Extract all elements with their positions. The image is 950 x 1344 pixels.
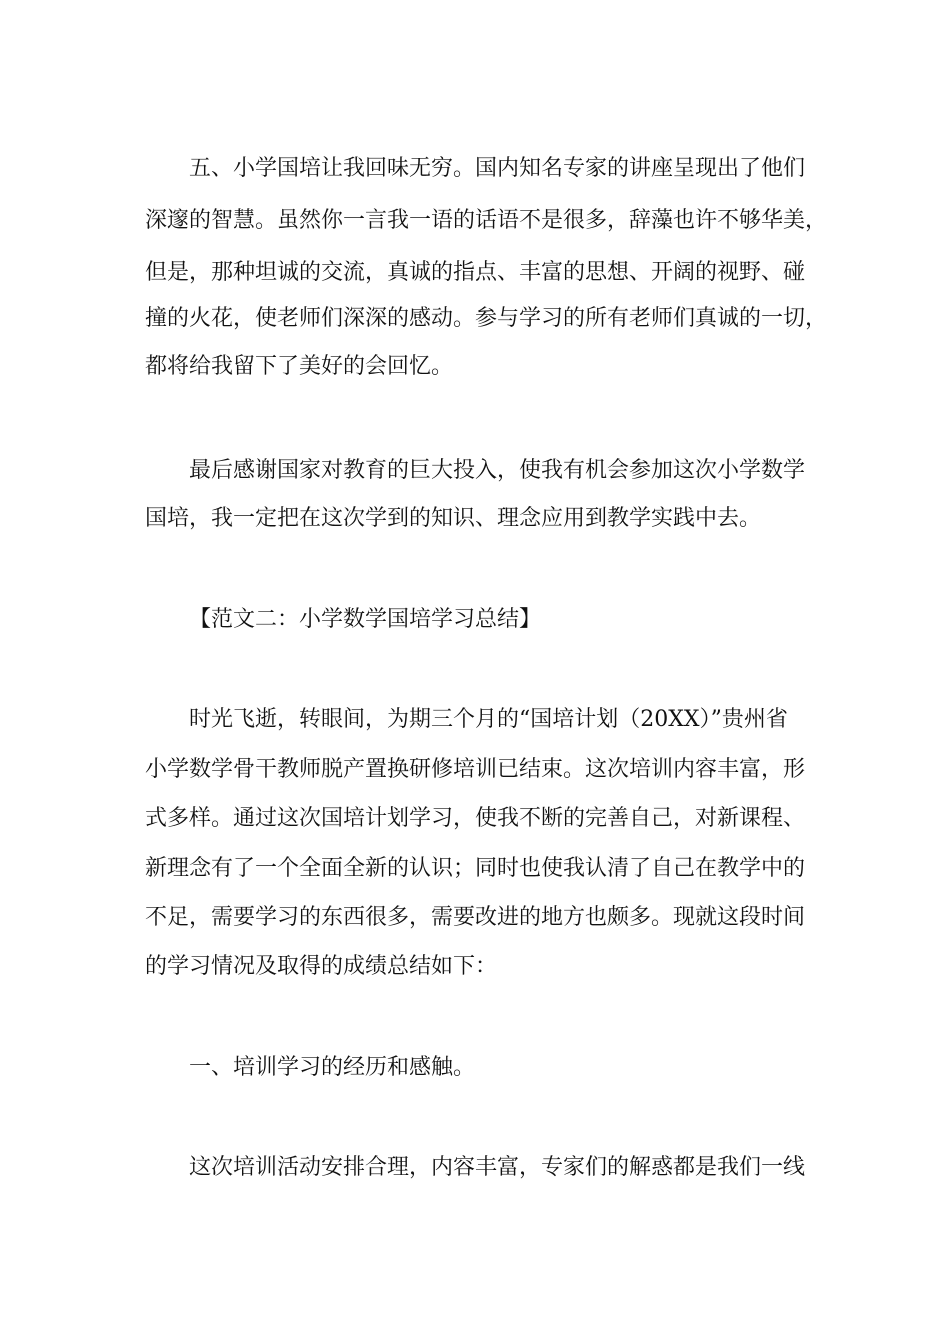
paragraph-line: 五、小学国培让我回味无穷。国内知名专家的讲座呈现出了他们 bbox=[189, 156, 806, 181]
section-heading: 一、培训学习的经历和感触。 bbox=[189, 1055, 476, 1080]
paragraph-line: 最后感谢国家对教育的巨大投入，使我有机会参加这次小学数学 bbox=[189, 458, 806, 483]
paragraph-line: 时光飞逝，转眼间，为期三个月的“国培计划（20XX）”贵州省 bbox=[189, 707, 788, 732]
paragraph-line: 都将给我留下了美好的会回忆。 bbox=[145, 354, 454, 379]
paragraph-line: 的学习情况及取得的成绩总结如下： bbox=[145, 954, 498, 979]
section-title: 【范文二：小学数学国培学习总结】 bbox=[189, 607, 542, 632]
paragraph-line: 小学数学骨干教师脱产置换研修培训已结束。这次培训内容丰富，形 bbox=[145, 757, 806, 782]
paragraph-line: 这次培训活动安排合理，内容丰富，专家们的解惑都是我们一线 bbox=[189, 1155, 806, 1180]
paragraph-line: 式多样。通过这次国培计划学习，使我不断的完善自己，对新课程、 bbox=[145, 806, 806, 831]
paragraph-line: 深邃的智慧。虽然你一言我一语的话语不是很多，辞藻也许不够华美， bbox=[145, 208, 828, 233]
paragraph-line: 不足，需要学习的东西很多，需要改进的地方也颇多。现就这段时间 bbox=[145, 905, 806, 930]
paragraph-line: 但是，那种坦诚的交流，真诚的指点、丰富的思想、开阔的视野、碰 bbox=[145, 260, 806, 285]
paragraph-line: 新理念有了一个全面全新的认识；同时也使我认清了自己在教学中的 bbox=[145, 856, 806, 881]
paragraph-line: 撞的火花，使老师们深深的感动。参与学习的所有老师们真诚的一切， bbox=[145, 306, 828, 331]
paragraph-line: 国培，我一定把在这次学到的知识、理念应用到教学实践中去。 bbox=[145, 506, 762, 531]
